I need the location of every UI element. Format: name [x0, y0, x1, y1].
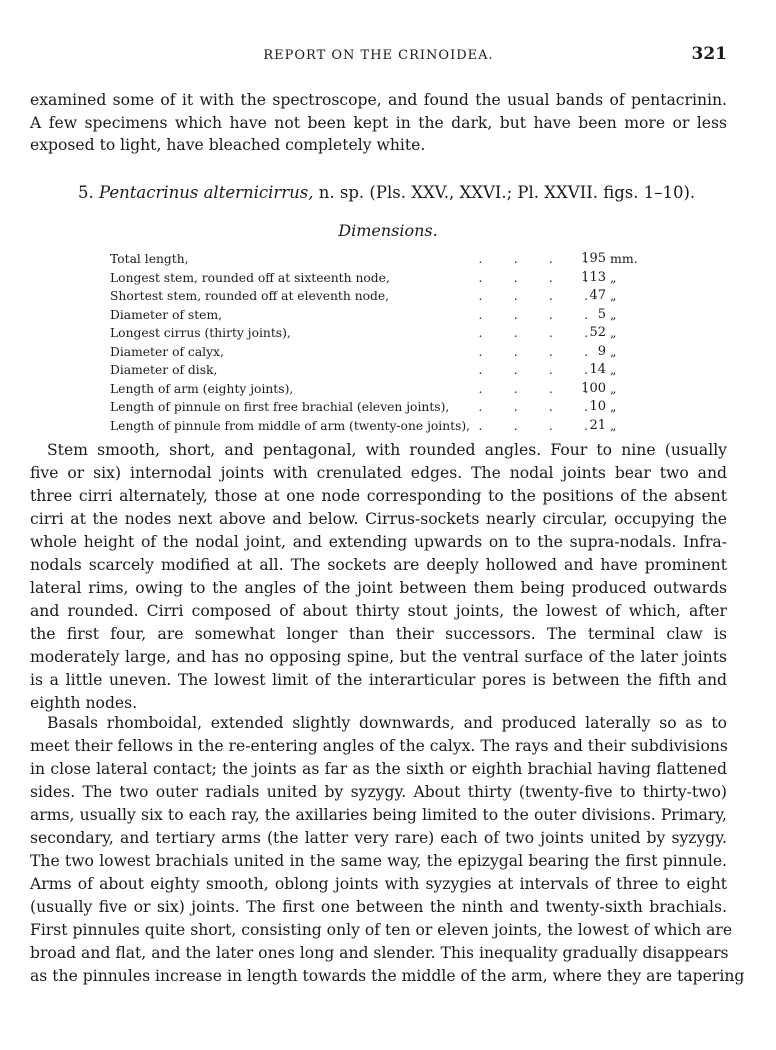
dimension-value: 9 — [597, 343, 606, 359]
text-line: as the pinnules increase in length towards the middle of the arm, where they are tapering — [30, 967, 745, 985]
dimension-label: Length of arm (eighty joints), — [110, 380, 299, 399]
leader-dots: . . . . — [478, 400, 588, 414]
leader-dots: . . . . — [478, 344, 588, 359]
dimension-row — [110, 287, 670, 306]
dimension-unit: „ — [610, 288, 617, 303]
text-line: Arms of about eighty smooth, oblong joints with syzygies at intervals of three to eight — [30, 875, 727, 893]
running-header — [30, 44, 727, 68]
text-line: secondary, and tertiary arms (the latter very rare) each of two joints united by syzygy. — [30, 829, 727, 847]
text-line: sides. The two outer radials united by syzygy. About thirty (twenty-five to thirty-two) — [30, 783, 727, 801]
dimension-value: 14 — [589, 362, 606, 377]
dimension-unit: „ — [610, 343, 617, 359]
dimension-row — [110, 417, 670, 436]
text-line: Basals rhomboidal, extended slightly downwards, and produced laterally so as to — [47, 714, 727, 732]
dimension-label: Length of pinnule from middle of arm (twenty-one joints), — [110, 417, 476, 436]
leader-dots: . . . . — [478, 363, 588, 377]
dimension-value: 113 — [581, 269, 606, 285]
text-line: Stem smooth, short, and pentagonal, with rounded angles. Four to nine (usually — [47, 441, 727, 459]
text-line: lateral rims, owing to the angles of the joint between them being produced outwards — [30, 579, 727, 597]
text-line: the first four, are somewhat longer than their successors. The terminal claw is — [30, 625, 727, 643]
text-line: meet their fellows in the re-entering angles of the calyx. The rays and their subdivisions — [30, 737, 728, 755]
leader-dots: . . . . — [478, 252, 588, 266]
dimension-unit: „ — [610, 399, 617, 414]
dimension-row — [110, 306, 670, 325]
dimension-row — [110, 269, 670, 288]
section-heading — [78, 183, 695, 202]
leader-dots: . . . . — [478, 381, 588, 396]
dimension-label: Shortest stem, rounded off at eleventh node, — [110, 287, 395, 306]
species-name: Pentacrinus alternicirrus, — [99, 183, 314, 202]
dimension-row — [110, 324, 670, 343]
dimension-value: 10 — [589, 399, 606, 414]
dimension-row — [110, 398, 670, 417]
text-line: eighth nodes. — [30, 694, 138, 712]
dimension-value: 5 — [597, 306, 606, 322]
text-line: The two lowest brachials united in the same way, the epizygal bearing the first pinnule. — [30, 852, 727, 870]
dimension-label: Diameter of stem, — [110, 306, 228, 325]
text-line: whole height of the nodal joint, and extending upwards on to the supra-nodals. Infra- — [30, 533, 727, 551]
dimensions-title: Dimensions. — [338, 221, 438, 240]
dimension-unit: „ — [610, 325, 617, 340]
text-line: nodals scarcely modified at all. The sockets are deeply hollowed and have prominent — [30, 556, 727, 574]
leader-dots: . . . . — [478, 418, 588, 433]
dimension-unit: „ — [610, 306, 617, 322]
page-number: 321 — [691, 44, 727, 64]
text-line: five or six) internodal joints with crenulated edges. The nodal joints bear two and — [30, 464, 727, 482]
text-line: three cirri alternately, those at one node corresponding to the positions of the absent — [30, 487, 727, 505]
running-title: REPORT ON THE CRINOIDEA. — [263, 48, 494, 63]
text-line: moderately large, and has no opposing spine, but the ventral surface of the later joints — [30, 648, 727, 666]
text-line: broad and flat, and the later ones long and slender. This inequality gradually disappears — [30, 944, 729, 962]
dimensions-table — [110, 250, 670, 435]
text-line: First pinnules quite short, consisting only of ten or eleven joints, the lowest of which are — [30, 921, 733, 939]
text-line: (usually five or six) joints. The first one between the ninth and twenty-sixth brachials. — [30, 898, 727, 916]
leader-dots: . . . . — [478, 326, 588, 340]
text-line: is a little uneven. The lowest limit of the interarticular pores is between the fifth and — [30, 671, 727, 689]
text-line: in close lateral contact; the joints as far as the sixth or eighth brachial having flattened — [30, 760, 727, 778]
dimension-row — [110, 361, 670, 380]
dimension-label: Longest cirrus (thirty joints), — [110, 324, 297, 343]
section-number: 5. — [78, 183, 94, 202]
text-line: cirri at the nodes next above and below. Cirrus-sockets nearly circular, occupying the — [30, 510, 727, 528]
dimension-unit: mm. — [610, 251, 638, 266]
dimension-value: 52 — [589, 325, 606, 340]
dimension-label: Diameter of calyx, — [110, 343, 230, 362]
dimension-value: 195 — [581, 251, 606, 266]
dimension-value: 21 — [589, 417, 606, 433]
dimension-value: 100 — [581, 380, 606, 396]
dimension-unit: „ — [610, 362, 617, 377]
dimension-unit: „ — [610, 269, 617, 285]
dimension-unit: „ — [610, 380, 617, 396]
dimension-value: 47 — [589, 288, 606, 303]
text-line: and rounded. Cirri composed of about thirty stout joints, the lowest of which, after — [30, 602, 727, 620]
text-line: examined some of it with the spectroscope, and found the usual bands of pentacrinin. — [30, 91, 727, 109]
dimension-label: Diameter of disk, — [110, 361, 223, 380]
dimension-row — [110, 250, 670, 269]
text-line: A few specimens which have not been kept in the dark, but have been more or less — [30, 113, 727, 132]
text-line: arms, usually six to each ray, the axillaries being limited to the outer divisions. Primary, — [30, 806, 727, 824]
dimension-row — [110, 343, 670, 362]
dimension-row — [110, 380, 670, 399]
dimension-label: Length of pinnule on first free brachial (eleven joints), — [110, 398, 455, 417]
dimension-label: Longest stem, rounded off at sixteenth node, — [110, 269, 396, 288]
leader-dots: . . . . — [478, 289, 588, 303]
dimension-label: Total length, — [110, 250, 195, 269]
section-plates: n. sp. (Pls. XXV., XXVI.; Pl. XXVII. figs. 1–10). — [318, 183, 696, 202]
dimension-unit: „ — [610, 417, 617, 433]
leader-dots: . . . . — [478, 307, 588, 322]
text-line: exposed to light, have bleached completely white. — [30, 136, 426, 154]
leader-dots: . . . . — [478, 270, 588, 285]
